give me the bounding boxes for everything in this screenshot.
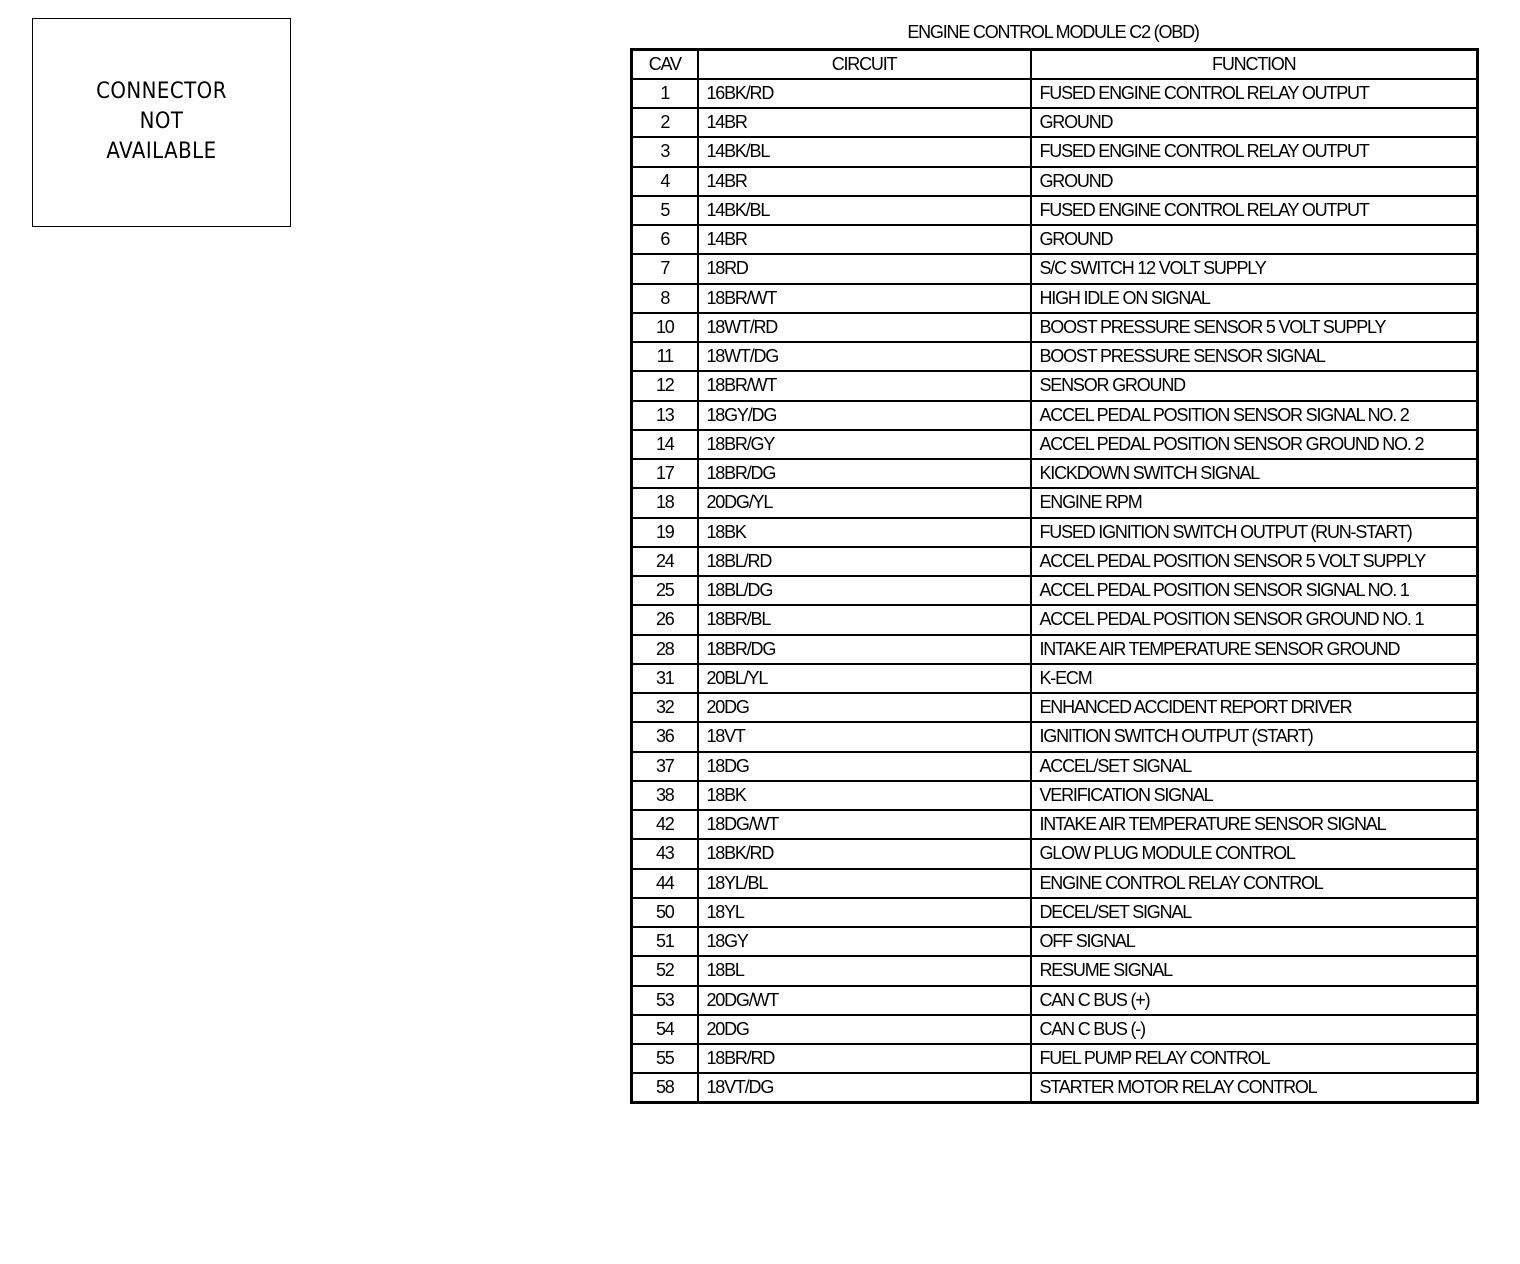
- table-row: [632, 488, 1478, 517]
- table-row: [632, 869, 1478, 898]
- cav-cell: 32: [632, 693, 698, 722]
- circuit-cell: 18BK: [698, 781, 1031, 810]
- function-cell: FUSED ENGINE CONTROL RELAY OUTPUT: [1031, 79, 1478, 108]
- function-cell: GROUND: [1031, 108, 1478, 137]
- function-cell: ACCEL PEDAL POSITION SENSOR GROUND NO. 1: [1031, 605, 1478, 634]
- cav-cell: 10: [632, 313, 698, 342]
- cav-cell: 7: [632, 254, 698, 283]
- pinout-table: [630, 48, 1479, 1104]
- cav-cell: 4: [632, 167, 698, 196]
- function-cell: GROUND: [1031, 167, 1478, 196]
- function-cell: INTAKE AIR TEMPERATURE SENSOR GROUND: [1031, 635, 1478, 664]
- connector-notice-line: NOT: [139, 109, 184, 134]
- circuit-cell: 18BL: [698, 956, 1031, 985]
- function-cell: FUEL PUMP RELAY CONTROL: [1031, 1044, 1478, 1073]
- circuit-cell: 18WT/RD: [698, 313, 1031, 342]
- function-cell: STARTER MOTOR RELAY CONTROL: [1031, 1073, 1478, 1102]
- cav-cell: 55: [632, 1044, 698, 1073]
- cav-cell: 25: [632, 576, 698, 605]
- circuit-cell: 18BR/DG: [698, 459, 1031, 488]
- function-cell: IGNITION SWITCH OUTPUT (START): [1031, 722, 1478, 751]
- function-cell: S/C SWITCH 12 VOLT SUPPLY: [1031, 254, 1478, 283]
- circuit-cell: 18BR/WT: [698, 284, 1031, 313]
- cav-cell: 12: [632, 371, 698, 400]
- cav-cell: 2: [632, 108, 698, 137]
- circuit-cell: 18BR/WT: [698, 371, 1031, 400]
- table-row: [632, 401, 1478, 430]
- column-header-circuit: CIRCUIT: [698, 50, 1031, 79]
- cav-cell: 26: [632, 605, 698, 634]
- cav-cell: 58: [632, 1073, 698, 1102]
- function-cell: ENHANCED ACCIDENT REPORT DRIVER: [1031, 693, 1478, 722]
- table-row: [632, 430, 1478, 459]
- table-row: [632, 781, 1478, 810]
- circuit-cell: 18YL/BL: [698, 869, 1031, 898]
- pinout-table-body: [632, 79, 1478, 1103]
- cav-cell: 13: [632, 401, 698, 430]
- table-row: [632, 313, 1478, 342]
- circuit-cell: 18BR/GY: [698, 430, 1031, 459]
- table-row: [632, 225, 1478, 254]
- cav-cell: 19: [632, 518, 698, 547]
- table-row: [632, 1015, 1478, 1044]
- table-row: [632, 635, 1478, 664]
- function-cell: ACCEL PEDAL POSITION SENSOR GROUND NO. 2: [1031, 430, 1478, 459]
- circuit-cell: 14BK/BL: [698, 137, 1031, 166]
- function-cell: BOOST PRESSURE SENSOR SIGNAL: [1031, 342, 1478, 371]
- function-cell: K-ECM: [1031, 664, 1478, 693]
- circuit-cell: 18BR/DG: [698, 635, 1031, 664]
- cav-cell: 6: [632, 225, 698, 254]
- table-row: [632, 459, 1478, 488]
- circuit-cell: 14BK/BL: [698, 196, 1031, 225]
- table-row: [632, 839, 1478, 868]
- circuit-cell: 18YL: [698, 898, 1031, 927]
- table-row: [632, 518, 1478, 547]
- circuit-cell: 18DG: [698, 752, 1031, 781]
- function-cell: HIGH IDLE ON SIGNAL: [1031, 284, 1478, 313]
- circuit-cell: 18RD: [698, 254, 1031, 283]
- table-row: [632, 898, 1478, 927]
- cav-cell: 11: [632, 342, 698, 371]
- circuit-cell: 18BK: [698, 518, 1031, 547]
- table-row: [632, 167, 1478, 196]
- circuit-cell: 20BL/YL: [698, 664, 1031, 693]
- circuit-cell: 20DG: [698, 1015, 1031, 1044]
- table-row: [632, 137, 1478, 166]
- circuit-cell: 20DG/YL: [698, 488, 1031, 517]
- table-row: [632, 108, 1478, 137]
- cav-cell: 18: [632, 488, 698, 517]
- function-cell: CAN C BUS (+): [1031, 986, 1478, 1015]
- cav-cell: 5: [632, 196, 698, 225]
- circuit-cell: 18VT/DG: [698, 1073, 1031, 1102]
- function-cell: OFF SIGNAL: [1031, 927, 1478, 956]
- table-title: ENGINE CONTROL MODULE C2 (OBD): [907, 22, 1199, 42]
- table-row: [632, 79, 1478, 108]
- table-row: [632, 1044, 1478, 1073]
- connector-notice-line: AVAILABLE: [106, 139, 217, 164]
- function-cell: FUSED IGNITION SWITCH OUTPUT (RUN-START): [1031, 518, 1478, 547]
- table-row: [632, 693, 1478, 722]
- table-row: [632, 605, 1478, 634]
- header-row: [632, 50, 1478, 79]
- function-cell: SENSOR GROUND: [1031, 371, 1478, 400]
- table-row: [632, 810, 1478, 839]
- cav-cell: 52: [632, 956, 698, 985]
- circuit-cell: 18DG/WT: [698, 810, 1031, 839]
- cav-cell: 24: [632, 547, 698, 576]
- cav-cell: 44: [632, 869, 698, 898]
- table-row: [632, 722, 1478, 751]
- cav-cell: 51: [632, 927, 698, 956]
- connector-not-available-box: [32, 18, 291, 227]
- function-cell: ACCEL/SET SIGNAL: [1031, 752, 1478, 781]
- cav-cell: 14: [632, 430, 698, 459]
- table-row: [632, 664, 1478, 693]
- table-row: [632, 1073, 1478, 1102]
- circuit-cell: 18BL/RD: [698, 547, 1031, 576]
- cav-cell: 42: [632, 810, 698, 839]
- table-row: [632, 342, 1478, 371]
- table-row: [632, 284, 1478, 313]
- function-cell: FUSED ENGINE CONTROL RELAY OUTPUT: [1031, 196, 1478, 225]
- circuit-cell: 18VT: [698, 722, 1031, 751]
- function-cell: ACCEL PEDAL POSITION SENSOR SIGNAL NO. 2: [1031, 401, 1478, 430]
- circuit-cell: 20DG/WT: [698, 986, 1031, 1015]
- circuit-cell: 20DG: [698, 693, 1031, 722]
- function-cell: FUSED ENGINE CONTROL RELAY OUTPUT: [1031, 137, 1478, 166]
- function-cell: DECEL/SET SIGNAL: [1031, 898, 1478, 927]
- circuit-cell: 16BK/RD: [698, 79, 1031, 108]
- column-header-cav: CAV: [632, 50, 698, 79]
- function-cell: VERIFICATION SIGNAL: [1031, 781, 1478, 810]
- connector-notice-line: CONNECTOR: [96, 79, 227, 104]
- circuit-cell: 18BK/RD: [698, 839, 1031, 868]
- cav-cell: 17: [632, 459, 698, 488]
- function-cell: RESUME SIGNAL: [1031, 956, 1478, 985]
- circuit-cell: 14BR: [698, 167, 1031, 196]
- table-row: [632, 956, 1478, 985]
- function-cell: GROUND: [1031, 225, 1478, 254]
- function-cell: KICKDOWN SWITCH SIGNAL: [1031, 459, 1478, 488]
- circuit-cell: 18BR/BL: [698, 605, 1031, 634]
- connector-not-available-text: [46, 77, 277, 167]
- cav-cell: 38: [632, 781, 698, 810]
- function-cell: BOOST PRESSURE SENSOR 5 VOLT SUPPLY: [1031, 313, 1478, 342]
- table-row: [632, 927, 1478, 956]
- circuit-cell: 18BL/DG: [698, 576, 1031, 605]
- circuit-cell: 18WT/DG: [698, 342, 1031, 371]
- function-cell: CAN C BUS (-): [1031, 1015, 1478, 1044]
- circuit-cell: 18GY/DG: [698, 401, 1031, 430]
- circuit-cell: 14BR: [698, 108, 1031, 137]
- cav-cell: 1: [632, 79, 698, 108]
- cav-cell: 43: [632, 839, 698, 868]
- table-row: [632, 196, 1478, 225]
- cav-cell: 53: [632, 986, 698, 1015]
- function-cell: GLOW PLUG MODULE CONTROL: [1031, 839, 1478, 868]
- cav-cell: 54: [632, 1015, 698, 1044]
- cav-cell: 37: [632, 752, 698, 781]
- function-cell: ENGINE CONTROL RELAY CONTROL: [1031, 869, 1478, 898]
- function-cell: ENGINE RPM: [1031, 488, 1478, 517]
- circuit-cell: 18BR/RD: [698, 1044, 1031, 1073]
- column-header-function: FUNCTION: [1031, 50, 1478, 79]
- function-cell: ACCEL PEDAL POSITION SENSOR 5 VOLT SUPPLY: [1031, 547, 1478, 576]
- cav-cell: 50: [632, 898, 698, 927]
- cav-cell: 3: [632, 137, 698, 166]
- cav-cell: 8: [632, 284, 698, 313]
- cav-cell: 31: [632, 664, 698, 693]
- table-row: [632, 371, 1478, 400]
- function-cell: ACCEL PEDAL POSITION SENSOR SIGNAL NO. 1: [1031, 576, 1478, 605]
- table-row: [632, 752, 1478, 781]
- circuit-cell: 18GY: [698, 927, 1031, 956]
- pinout-table-header: [632, 50, 1478, 79]
- table-row: [632, 576, 1478, 605]
- table-row: [632, 547, 1478, 576]
- table-row: [632, 986, 1478, 1015]
- function-cell: INTAKE AIR TEMPERATURE SENSOR SIGNAL: [1031, 810, 1478, 839]
- table-row: [632, 254, 1478, 283]
- cav-cell: 28: [632, 635, 698, 664]
- cav-cell: 36: [632, 722, 698, 751]
- circuit-cell: 14BR: [698, 225, 1031, 254]
